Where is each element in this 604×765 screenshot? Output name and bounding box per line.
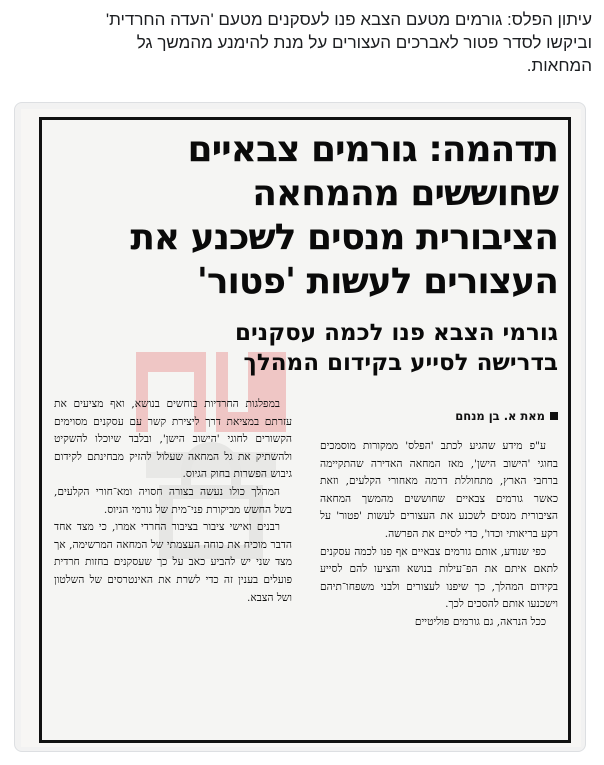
post-text-line: המחאות.: [526, 56, 592, 75]
article-paragraph: במפלגות החרדיות בוחשים בנושא, ואף מציעים את עזרתם במציאת דרך ליצירת קשר עם עסקנים מסוימים הקשורים לחוגי 'הישוב הישן', ובלבד שיוכלו להשקיט ולהשתיק את גל המחאה שעלול להזיק מבחינתם לקידום גיבוש הפשרות בחוק הגיוס.: [54, 398, 292, 481]
headline-line: תדהמה: גורמים צבאיים: [187, 129, 558, 170]
post-text-line: וביקשו לסדר פטור לאברכים העצורים על מנת להימנע מהמשך גל: [136, 33, 592, 52]
post-text: [0, 8, 592, 77]
newspaper-scan: [21, 109, 581, 747]
article-headline: [58, 128, 558, 304]
byline-square-icon: [550, 412, 558, 420]
subhead-line: גורמי הצבא פנו לכמה עסקנים: [235, 320, 558, 346]
article-paragraph: ע"פ מידע שהגיע לכתב 'הפלס' ממקורות מוסמכים בחוגי 'הישוב הישן', מאז המחאה האדירה שהתקיימה ברחבי הארץ, מתחוללת דרמה מאחורי הקלעים, וזאת כאשר גורמים צבאיים שחוששים מהמשך המחאה הציבורית מנסים לשכנע את העצורים לעשות 'פטור' על רקע בריאותי וכדו', כדי לסיים את הפרשה.: [320, 440, 558, 540]
byline-text: מאת א. בן מנחם: [455, 409, 545, 423]
article-paragraph: רבנים ואישי ציבור בציבור החרדי אמרו, כי מצד אחד הדבר מוכיח את כוחה העצמתי של המחאה המרשימה, אך מצד שני יש להביע כאב על כך שעסקנים בחזות חרדית פועלים בענין זה כדי לשרת את האינטרסים של השלטון ושל הצבא.: [54, 521, 292, 604]
article-frame: [39, 117, 571, 743]
headline-line: הציבורית מנסים לשכנע את: [130, 217, 558, 258]
article-paragraph: כפי שנודע, אותם גורמים צבאיים אף פנו לכמה עסקנים לתאם איתם את הפ־עילות בנושא והציעו להם לסייע בקידום המהלך, כך שיפנו לעצורים ולבני משפחו־תיהם וישכנעו אותם להסכים לכך.: [320, 545, 558, 611]
post-text-line: עיתון הפלס: גורמים מטעם הצבא פנו לעסקנים מטעם 'העדה החרדית': [105, 10, 592, 29]
article-column-right: [320, 438, 558, 632]
headline-line: העצורים לעשות 'פטור': [196, 261, 558, 302]
subhead-line: בדרישה לסייע בקידום המהלך: [243, 350, 558, 376]
article-paragraph: המהלך כולו נעשה בצורה חסויה ומא־חורי הקלעים, בשל החשש מביקורת פני־מית של גורמי הגיוס.: [54, 485, 292, 516]
article-byline: [455, 408, 558, 424]
article-paragraph: ככל הנראה, גם גורמים פוליטיים: [414, 615, 546, 628]
article-column-left: [54, 396, 292, 607]
headline-line: שחוששים מהמחאה: [252, 173, 558, 214]
article-subheadline: [58, 318, 558, 378]
post-image[interactable]: [14, 102, 586, 752]
